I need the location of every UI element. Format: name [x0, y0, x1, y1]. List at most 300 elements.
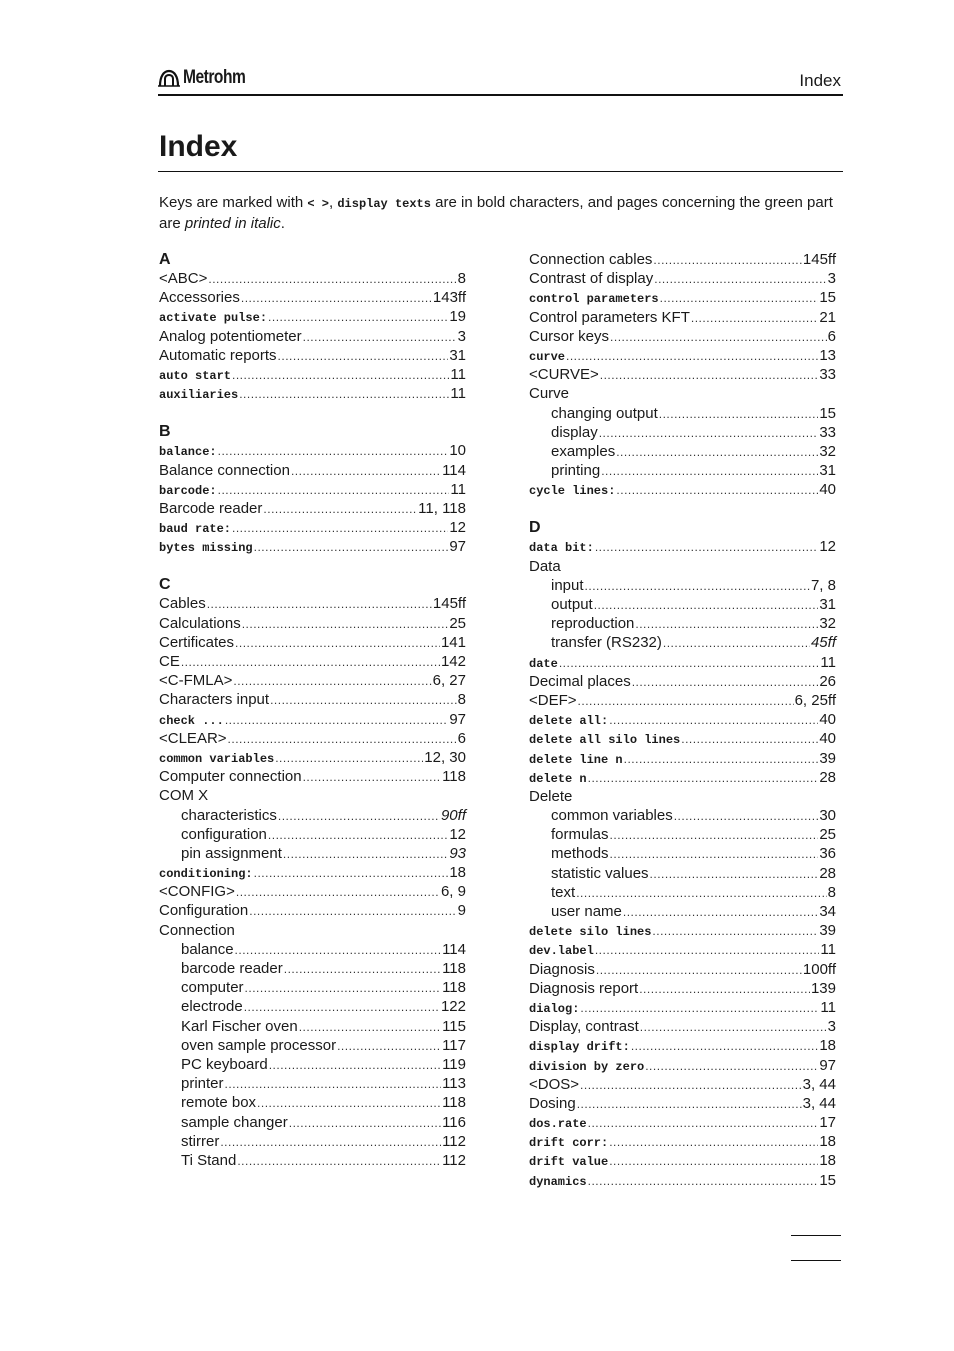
index-subentry [159, 978, 466, 997]
entry-term: reproduction [551, 615, 635, 633]
index-entry [529, 1094, 836, 1113]
entry-term: drift corr: [529, 1136, 609, 1151]
leader-dots [588, 1172, 819, 1191]
leader-dots [635, 615, 818, 634]
entry-term: <CONFIG> [159, 883, 235, 901]
entry-pages: 119 [442, 1055, 466, 1073]
index-entry [529, 940, 836, 959]
index-subentry [529, 633, 836, 652]
index-entry [529, 691, 836, 710]
entry-pages: 40 [819, 730, 836, 748]
leader-dots [576, 884, 826, 903]
page-title: Index [159, 130, 238, 163]
index-subentry [529, 844, 836, 863]
index-entry [529, 537, 836, 556]
index-letter-heading: A [159, 251, 171, 268]
entry-pages: 25 [449, 614, 466, 632]
leader-dots [663, 634, 810, 653]
leader-dots [228, 730, 457, 749]
index-entry [159, 346, 466, 365]
leader-dots [232, 366, 449, 385]
leader-dots [566, 347, 818, 366]
index-entry [159, 307, 466, 326]
index-entry [529, 288, 836, 307]
index-entry [529, 729, 836, 748]
entry-pages: 3, 44 [802, 1075, 836, 1093]
display-text-example: display texts [337, 197, 431, 211]
entry-term: Configuration [159, 902, 249, 920]
index-subentry [159, 825, 466, 844]
leader-dots [284, 960, 441, 979]
entry-pages: 39 [819, 749, 836, 767]
leader-dots [218, 481, 450, 500]
entry-pages: 6 [827, 327, 836, 345]
entry-pages: 6, 27 [432, 672, 466, 690]
index-entry [529, 365, 836, 384]
entry-term: balance [181, 940, 234, 958]
index-subentry [159, 940, 466, 959]
leader-dots [640, 1018, 827, 1037]
entry-term: Ti Stand [181, 1151, 237, 1169]
entry-term: computer [181, 979, 244, 997]
index-subentry [159, 1132, 466, 1151]
entry-pages: 9 [457, 902, 466, 920]
index-subentry [529, 614, 836, 633]
entry-term: division by zero [529, 1059, 645, 1074]
entry-term: Karl Fischer oven [181, 1017, 298, 1035]
entry-pages: 21 [819, 308, 836, 326]
index-entry [529, 1132, 836, 1151]
intro-text-4: . [280, 215, 285, 232]
leader-dots [225, 711, 449, 730]
entry-pages: 18 [449, 864, 466, 882]
intro-paragraph [159, 193, 843, 233]
index-subentry [159, 1017, 466, 1036]
entry-pages: 15 [819, 404, 836, 422]
leader-dots [299, 1018, 441, 1037]
entry-term: output [551, 596, 593, 613]
leader-dots [268, 826, 448, 845]
leader-dots [236, 883, 440, 902]
entry-pages: 12 [449, 825, 466, 843]
entry-pages: 114 [442, 461, 466, 479]
leader-dots [660, 289, 819, 308]
index-entry [529, 653, 836, 672]
leader-dots [616, 443, 818, 462]
leader-dots [691, 309, 818, 328]
entry-term: Dosing [529, 1094, 576, 1112]
leader-dots [588, 769, 819, 788]
entry-term: auxiliaries [159, 388, 239, 403]
entry-term: Accessories [159, 289, 240, 307]
index-entry [529, 979, 836, 998]
entry-pages: 19 [449, 308, 466, 326]
entry-pages: 3 [827, 1018, 836, 1036]
index-subentry [529, 576, 836, 595]
entry-pages: 18 [819, 1133, 836, 1151]
leader-dots [225, 1075, 442, 1094]
index-subentry [529, 825, 836, 844]
leader-dots [674, 807, 819, 826]
leader-dots [609, 1133, 818, 1152]
entry-pages: 25 [819, 826, 836, 844]
entry-term: barcode: [159, 483, 217, 498]
index-entry [159, 594, 466, 613]
index-subentry [159, 959, 466, 978]
leader-dots [278, 347, 449, 366]
entry-pages: 18 [819, 1152, 836, 1170]
entry-pages: 31 [819, 462, 836, 480]
entry-pages: 34 [819, 903, 836, 920]
entry-term: electrode [181, 998, 243, 1016]
index-entry [529, 960, 836, 979]
leader-dots [263, 500, 417, 519]
intro-text-2: , [329, 194, 338, 211]
leader-dots [218, 442, 449, 461]
index-entry [529, 672, 836, 691]
entry-pages: 6 [457, 729, 466, 747]
leader-dots [291, 462, 441, 481]
index-entry [529, 269, 836, 288]
entry-pages: 97 [449, 710, 466, 728]
entry-pages: 8 [457, 691, 466, 709]
section-gap [159, 556, 466, 575]
entry-pages: 97 [819, 1056, 836, 1074]
leader-dots [599, 424, 819, 443]
entry-pages: 143ff [432, 289, 466, 307]
entry-term: balance: [159, 445, 217, 460]
leader-dots [594, 596, 819, 615]
entry-pages: 45ff [810, 634, 836, 652]
entry-pages: 122 [440, 998, 466, 1016]
index-subentry [529, 461, 836, 480]
index-entry [529, 327, 836, 346]
leader-dots [181, 653, 440, 672]
leader-dots [631, 1037, 818, 1056]
entry-term: methods [551, 845, 609, 863]
leader-dots [580, 1076, 802, 1095]
entry-pages: 36 [819, 845, 836, 863]
entry-pages: 12, 30 [424, 748, 466, 766]
entry-term: Data [529, 557, 561, 575]
entry-term: Delete [529, 787, 573, 805]
index-entry [529, 1056, 836, 1075]
index-entry [529, 921, 836, 940]
entry-pages: 33 [819, 366, 836, 384]
entry-pages: 28 [819, 864, 836, 882]
entry-term: bytes missing [159, 541, 253, 556]
index-subentry [529, 442, 836, 461]
entry-pages: 8 [457, 270, 466, 287]
entry-term: dialog: [529, 1001, 580, 1016]
entry-term: <DOS> [529, 1075, 580, 1093]
index-letter-heading: D [529, 519, 541, 537]
entry-pages: 114 [442, 940, 466, 958]
entry-term: PC keyboard [181, 1055, 268, 1073]
leader-dots [245, 979, 442, 998]
index-subentry [529, 902, 836, 921]
entry-term: delete silo lines [529, 925, 652, 940]
entry-term: Decimal places [529, 672, 631, 690]
entry-pages: 11 [820, 941, 836, 959]
index-entry [529, 557, 836, 576]
entry-term: pin assignment [181, 844, 282, 862]
leader-dots [269, 1056, 441, 1075]
leader-dots [650, 865, 819, 884]
leader-dots [283, 845, 448, 864]
entry-term: delete all: [529, 714, 609, 729]
entry-pages: 15 [819, 289, 836, 307]
entry-pages: 112 [442, 1132, 466, 1150]
entry-pages: 12 [819, 538, 836, 556]
entry-term: dynamics [529, 1174, 587, 1189]
entry-term: Display, contrast [529, 1018, 639, 1036]
index-subentry [159, 997, 466, 1016]
entry-term: display drift: [529, 1040, 630, 1055]
index-entry [159, 461, 466, 480]
index-entry [159, 863, 466, 882]
leader-dots [632, 673, 819, 692]
entry-pages: 118 [442, 768, 466, 786]
index-entry [159, 537, 466, 556]
entry-term: statistic values [551, 864, 649, 882]
index-entry [529, 1171, 836, 1190]
index-entry [159, 269, 466, 288]
index-entry [159, 288, 466, 307]
leader-dots [337, 1037, 441, 1056]
entry-term: delete n [529, 771, 587, 786]
leader-dots [242, 615, 449, 634]
entry-term: Connection cables [529, 251, 653, 268]
leader-dots [270, 691, 457, 710]
index-entry [529, 1075, 836, 1094]
entry-term: baud rate: [159, 522, 232, 537]
entry-pages: 145ff [802, 251, 836, 268]
index-entry [159, 786, 466, 805]
leader-dots [624, 750, 819, 769]
entry-pages: 31 [449, 346, 466, 364]
entry-term: formulas [551, 826, 609, 844]
entry-term: Analog potentiometer [159, 327, 302, 345]
title-divider [158, 171, 843, 172]
entry-term: text [551, 883, 576, 901]
entry-term: Cables [159, 595, 206, 613]
entry-term: Certificates [159, 633, 235, 651]
entry-pages: 40 [819, 711, 836, 729]
leader-dots [289, 1114, 441, 1133]
metrohm-logo [158, 67, 259, 89]
leader-dots [601, 462, 818, 481]
leader-dots [254, 538, 449, 557]
entry-term: input [551, 576, 584, 594]
entry-pages: 116 [442, 1113, 466, 1131]
leader-dots [249, 902, 456, 921]
index-subentry [159, 844, 466, 863]
entry-pages: 142 [440, 653, 466, 670]
entry-pages: 100ff [802, 960, 836, 978]
leader-dots [585, 577, 810, 596]
leader-dots [220, 1133, 441, 1152]
footer-rule-bottom [791, 1260, 841, 1261]
entry-term: common variables [159, 751, 275, 766]
entry-term: oven sample processor [181, 1036, 337, 1054]
index-entry [159, 901, 466, 920]
index-entry [159, 767, 466, 786]
leader-dots [237, 1152, 441, 1171]
leader-dots [645, 1057, 818, 1076]
index-entry [529, 1017, 836, 1036]
entry-term: COM X [159, 787, 209, 805]
entry-term: <DEF> [529, 691, 577, 709]
leader-dots [207, 595, 432, 614]
entry-term: <CURVE> [529, 366, 599, 384]
leader-dots [653, 251, 801, 270]
entry-pages: 118 [442, 979, 466, 997]
leader-dots [578, 692, 794, 711]
entry-pages: 93 [449, 844, 466, 862]
index-entry [159, 748, 466, 767]
entry-pages: 7, 8 [810, 576, 836, 594]
entry-pages: 12 [449, 519, 466, 537]
leader-dots [257, 1094, 441, 1113]
leader-dots [595, 538, 819, 557]
index-entry [529, 998, 836, 1017]
page-header [158, 64, 843, 96]
leader-dots [559, 654, 820, 673]
index-entry [159, 327, 466, 346]
entry-term: activate pulse: [159, 311, 268, 326]
entry-pages: 112 [442, 1151, 466, 1169]
entry-pages: 3, 44 [802, 1094, 836, 1112]
leader-dots [577, 1095, 802, 1114]
intro-text-3: are in bold characters, and pages concerning the green part are [159, 194, 833, 232]
key-mark-example: < > [307, 197, 329, 211]
entry-term: date [529, 656, 558, 671]
entry-pages: 6, 9 [440, 883, 466, 901]
entry-term: characteristics [181, 806, 277, 824]
entry-pages: 11 [450, 365, 466, 383]
entry-pages: 31 [819, 596, 836, 613]
entry-term: CE [159, 653, 180, 670]
entry-term: barcode reader [181, 960, 283, 977]
leader-dots [232, 519, 448, 538]
index-letter-heading: B [159, 423, 171, 441]
entry-pages: 8 [827, 883, 836, 901]
entry-term: <C-FMLA> [159, 672, 233, 690]
leader-dots [235, 634, 440, 653]
entry-term: conditioning: [159, 867, 253, 882]
entry-pages: 40 [819, 481, 836, 499]
entry-pages: 33 [819, 423, 836, 441]
entry-pages: 3 [457, 327, 466, 345]
entry-term: printing [551, 462, 601, 480]
index-letter-heading: C [159, 576, 171, 594]
entry-term: changing output [551, 404, 658, 422]
logo-wordmark: Metrohm [183, 67, 246, 88]
index-entry [529, 1036, 836, 1055]
index-entry [159, 499, 466, 518]
leader-dots [588, 1114, 819, 1133]
entry-term: Barcode reader [159, 499, 263, 517]
index-subentry [529, 883, 836, 902]
entry-pages: 28 [819, 768, 836, 786]
index-entry [529, 1151, 836, 1170]
entry-pages: 139 [810, 979, 836, 997]
entry-term: examples [551, 442, 616, 460]
leader-dots [239, 385, 449, 404]
index-entry [159, 384, 466, 403]
index-entry [529, 308, 836, 327]
leader-dots [233, 672, 431, 691]
index-subentry [159, 1093, 466, 1112]
index-subentry [529, 595, 836, 614]
entry-pages: 113 [442, 1075, 466, 1093]
leader-dots [610, 845, 819, 864]
leader-dots [623, 903, 818, 922]
index-entry [529, 1113, 836, 1132]
leader-dots [596, 961, 802, 980]
entry-term: Calculations [159, 614, 241, 632]
entry-term: delete line n [529, 752, 623, 767]
leader-dots [595, 941, 820, 960]
index-entry [529, 768, 836, 787]
entry-term: remote box [181, 1094, 257, 1112]
index-entry [529, 480, 836, 499]
index-subentry [159, 1113, 466, 1132]
index-entry [529, 384, 836, 403]
entry-pages: 15 [819, 1171, 836, 1189]
entry-pages: 18 [819, 1037, 836, 1055]
entry-pages: 17 [819, 1114, 836, 1132]
leader-dots [275, 749, 423, 768]
entry-term: <ABC> [159, 270, 208, 287]
footer-rule-top [791, 1235, 841, 1236]
entry-pages: 145ff [432, 595, 466, 613]
index-entry [159, 671, 466, 690]
entry-term: Balance connection [159, 461, 290, 479]
index-entry [529, 346, 836, 365]
entry-pages: 32 [819, 442, 836, 460]
index-column-right [529, 250, 836, 1190]
header-section-title: Index [799, 71, 841, 90]
entry-term: dev.label [529, 944, 594, 959]
index-entry [159, 441, 466, 460]
leader-dots [681, 730, 818, 749]
leader-dots [609, 1152, 818, 1171]
entry-term: Diagnosis report [529, 979, 639, 997]
leader-dots [600, 366, 819, 385]
entry-pages: 13 [819, 346, 836, 364]
entry-pages: 118 [442, 1094, 466, 1112]
entry-pages: 117 [442, 1036, 466, 1054]
index-entry [159, 365, 466, 384]
index-entry [159, 921, 466, 940]
leader-dots [580, 999, 819, 1018]
index-subentry [529, 864, 836, 883]
leader-dots [654, 270, 826, 289]
index-subentry [159, 1036, 466, 1055]
entry-term: configuration [181, 825, 267, 843]
entry-term: delete all silo lines [529, 733, 681, 748]
entry-pages: 11, 118 [418, 499, 466, 517]
entry-term: cycle lines: [529, 484, 616, 499]
leader-dots [268, 308, 448, 327]
entry-term: Control parameters KFT [529, 308, 690, 326]
entry-term: Computer connection [159, 768, 302, 786]
entry-term: transfer (RS232) [551, 634, 662, 652]
entry-term: Automatic reports [159, 346, 277, 364]
entry-pages: 97 [449, 538, 466, 556]
